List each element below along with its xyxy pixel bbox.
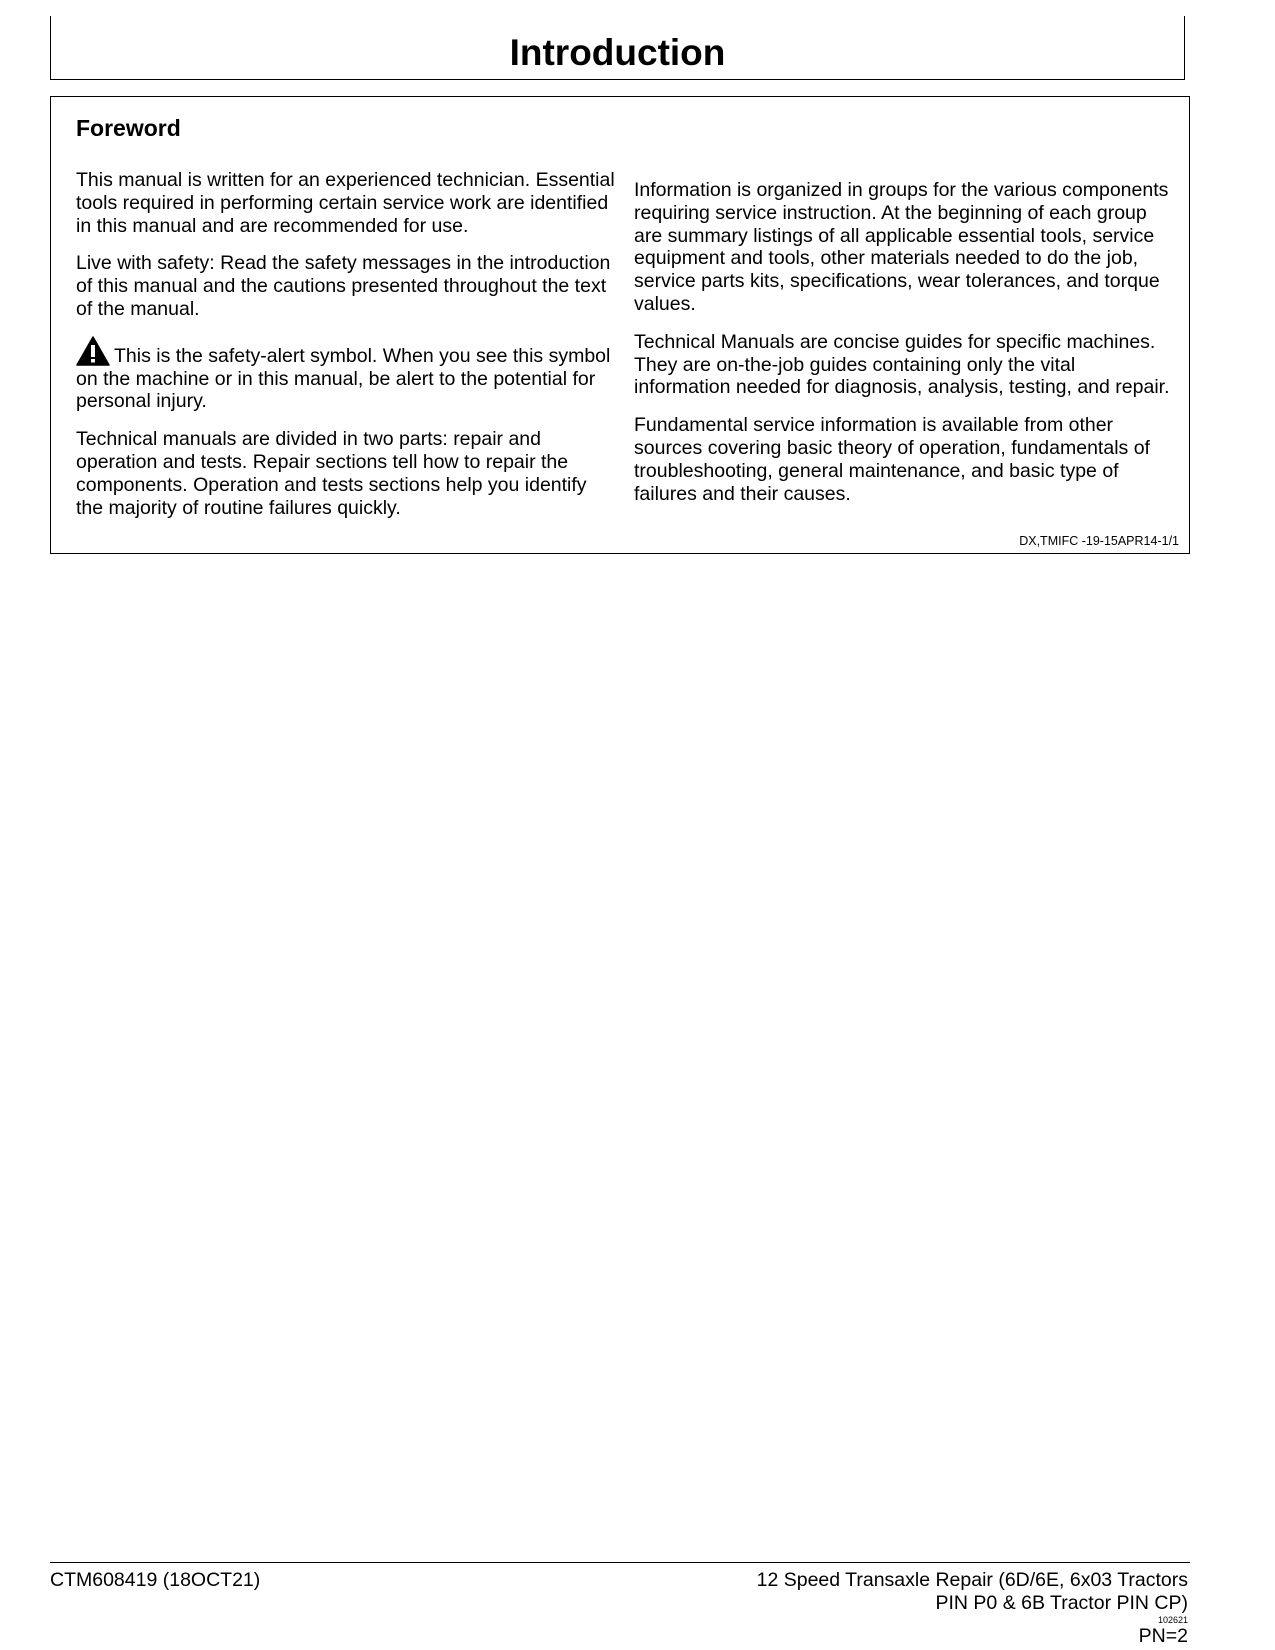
reference-code: DX,TMIFC -19-15APR14-1/1 bbox=[1019, 533, 1179, 548]
paragraph: Information is organized in groups for the various components requiring service instruction. At the beginning of each group are summary listings of all applicable essential tools, service equipment and tools, other materials needed to do the job, service parts kits, specifications, wear tolerances, and torque values. bbox=[634, 179, 1169, 315]
paragraph: This manual is written for an experienced technician. Essential tools required in performing certain service work are identified in this manual and are recommended for use. bbox=[76, 169, 615, 237]
right-column bbox=[634, 179, 1174, 520]
safety-alert-triangle-icon bbox=[76, 336, 110, 366]
footer-divider bbox=[50, 1562, 1190, 1563]
page-title-box bbox=[50, 16, 1185, 80]
left-column bbox=[76, 169, 616, 534]
page-number: PN=2 bbox=[1138, 1625, 1188, 1647]
page-title: Introduction bbox=[509, 32, 726, 73]
footer-title-block bbox=[488, 1569, 1188, 1648]
foreword-section bbox=[50, 96, 1190, 554]
paragraph: Technical manuals are divided in two parts: repair and operation and tests. Repair sections tell how to repair the components. Operation and tests sections help you identify the majority of routine failures quickly. bbox=[76, 428, 587, 519]
section-heading: Foreword bbox=[76, 115, 181, 141]
alert-text: This is the safety-alert symbol. When you see this symbol on the machine or in this manual, be alert to the potential for personal injury. bbox=[76, 344, 611, 413]
footer-title-line: 12 Speed Transaxle Repair (6D/6E, 6x03 Tractors bbox=[756, 1569, 1188, 1591]
footer-manual-id: CTM608419 (18OCT21) bbox=[50, 1569, 261, 1591]
paragraph: Technical Manuals are concise guides for specific machines. They are on-the-job guides containing only the vital information needed for diagnosis, analysis, testing, and repair. bbox=[634, 330, 1170, 399]
footer-title-line: PIN P0 & 6B Tractor PIN CP) bbox=[935, 1592, 1188, 1614]
paragraph: Fundamental service information is available from other sources covering basic theory of operation, fundamentals of troubleshooting, general maintenance, and basic type of failures and their causes. bbox=[634, 414, 1150, 505]
alert-paragraph bbox=[76, 336, 616, 413]
footer-small-code: 102621 bbox=[1157, 1615, 1188, 1625]
paragraph: Live with safety: Read the safety messages in the introduction of this manual and the cautions presented throughout the text of the manual. bbox=[76, 252, 611, 320]
